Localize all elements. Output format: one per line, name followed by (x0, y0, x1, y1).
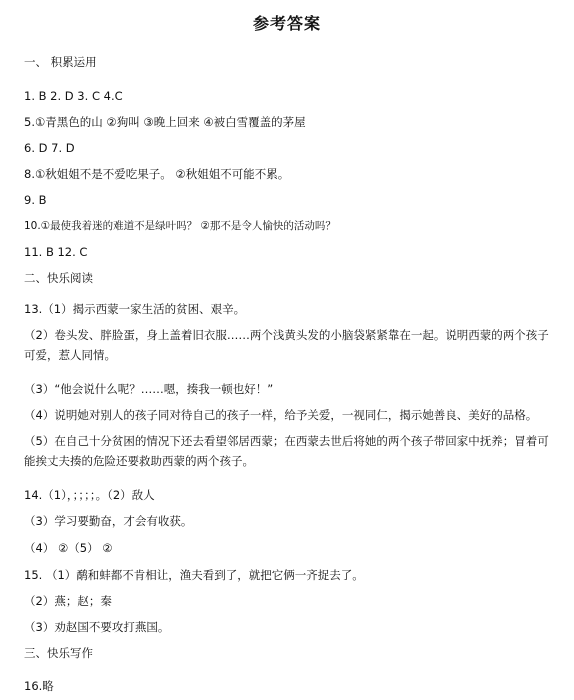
page-title: 参考答案 (252, 14, 321, 33)
answer-line: （4） ②（5） ② (24, 541, 113, 555)
answer-paragraph: （2）卷头发、胖脸蛋，身上盖着旧衣服……两个浅黄头发的小脑袋紧紧靠在一起。说明西蒙的两个孩子可爱，惹人同情。 (24, 328, 549, 362)
answer-line: 15. （1）鹬和蚌都不肯相让，渔夫看到了，就把它俩一齐捉去了。 (24, 568, 364, 582)
answer-line: （2）燕；赵；秦 (24, 594, 112, 608)
answer-line: （3）劝赵国不要攻打燕国。 (24, 620, 170, 634)
answer-line: （3）“他会说什么呢？……嗯，揍我一顿也好！” (24, 382, 274, 396)
answer-line: （4）说明她对别人的孩子同对待自己的孩子一样，给予关爱，一视同仁，揭示她善良、美好的品格。 (24, 408, 538, 422)
answer-line: 1. B 2. D 3. C 4.C (24, 89, 123, 103)
answer-line: 13.（1）揭示西蒙一家生活的贫困、艰辛。 (24, 302, 246, 316)
answer-line: 9. B (24, 193, 47, 207)
section-heading-1: 一、 积累运用 (24, 55, 97, 69)
answer-paragraph: （5）在自己十分贫困的情况下还去看望邻居西蒙；在西蒙去世后将她的两个孩子带回家中抚养；冒着可能挨丈夫揍的危险还要救助西蒙的两个孩子。 (24, 434, 549, 468)
answer-line: 14.（1），；；；；。（2）敌人 (24, 488, 155, 502)
answer-line: 6. D 7. D (24, 141, 75, 155)
section-heading-3: 三、快乐写作 (24, 646, 93, 660)
answer-line: 16.略 (24, 679, 54, 693)
answer-line: （3）学习要勤奋，才会有收获。 (24, 514, 193, 528)
answer-line: 10.①最使我着迷的难道不是绿叶吗？ ②那不是令人愉快的活动吗？ (24, 220, 336, 232)
answer-line: 11. B 12. C (24, 245, 88, 259)
answer-line: 5.①青黑色的山 ②狗叫 ③晚上回来 ④被白雪覆盖的茅屋 (24, 115, 306, 129)
answer-line: 8.①秋姐姐不是不爱吃果子。 ②秋姐姐不可能不累。 (24, 167, 290, 181)
section-heading-2: 二、快乐阅读 (24, 271, 93, 285)
